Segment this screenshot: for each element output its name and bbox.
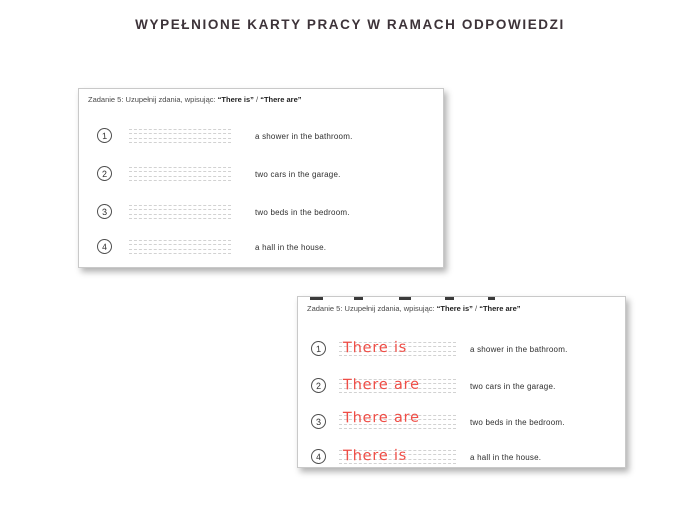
sentence-text: a shower in the bathroom.: [255, 132, 353, 141]
item-number-circle: 3: [96, 203, 112, 219]
exercise-row: [79, 238, 443, 256]
item-number-circle: 1: [96, 127, 112, 143]
task-header-prefix: Zadanie 5: Uzupełnij zdania, wpisując:: [307, 304, 435, 313]
task-option-there-are: “There are”: [260, 95, 302, 104]
exercise-row: [298, 448, 625, 466]
task-option-there-is: “There is”: [436, 304, 473, 313]
task-header-prefix: Zadanie 5: Uzupełnij zdania, wpisując:: [88, 95, 216, 104]
handwritten-answer: There is: [342, 339, 408, 357]
task-option-separator: /: [475, 304, 478, 313]
worksheet-filled-card: [297, 296, 626, 468]
task-header: [88, 95, 302, 104]
exercise-row: [79, 203, 443, 221]
sentence-text: a shower in the bathroom.: [470, 345, 568, 354]
handwritten-answer: There is: [342, 447, 408, 465]
sentence-text: two beds in the bedroom.: [470, 418, 565, 427]
exercise-row: [298, 340, 625, 358]
sentence-text: a hall in the house.: [470, 453, 542, 462]
writing-lines: [129, 205, 231, 219]
item-number-circle: 1: [310, 340, 326, 356]
task-header: [307, 304, 521, 313]
handwritten-answer: There are: [342, 376, 420, 394]
cropped-text-remnant: [399, 297, 411, 300]
writing-lines: [129, 240, 231, 254]
worksheet-blank-card: [78, 88, 444, 268]
item-number-circle: 2: [96, 165, 112, 181]
task-option-there-are: “There are”: [479, 304, 521, 313]
sentence-text: two cars in the garage.: [470, 382, 556, 391]
item-number-circle: 4: [310, 448, 326, 464]
page-title: WYPEŁNIONE KARTY PRACY W RAMACH ODPOWIEDZI: [135, 17, 565, 32]
cropped-text-remnant: [354, 297, 363, 300]
exercise-row: [79, 165, 443, 183]
exercise-row: [79, 127, 443, 145]
cropped-text-remnant: [488, 297, 495, 300]
item-number-circle: 3: [310, 413, 326, 429]
cropped-text-remnant: [310, 297, 323, 300]
sentence-text: two cars in the garage.: [255, 170, 341, 179]
sentence-text: two beds in the bedroom.: [255, 208, 350, 217]
exercise-row: [298, 377, 625, 395]
item-number-circle: 4: [96, 238, 112, 254]
writing-lines: [129, 167, 231, 181]
sentence-text: a hall in the house.: [255, 243, 327, 252]
task-option-there-is: “There is”: [217, 95, 254, 104]
item-number-circle: 2: [310, 377, 326, 393]
task-option-separator: /: [256, 95, 259, 104]
cropped-text-remnant: [445, 297, 454, 300]
handwritten-answer: There are: [342, 409, 420, 427]
exercise-row: [298, 409, 625, 431]
writing-lines: [129, 129, 231, 143]
